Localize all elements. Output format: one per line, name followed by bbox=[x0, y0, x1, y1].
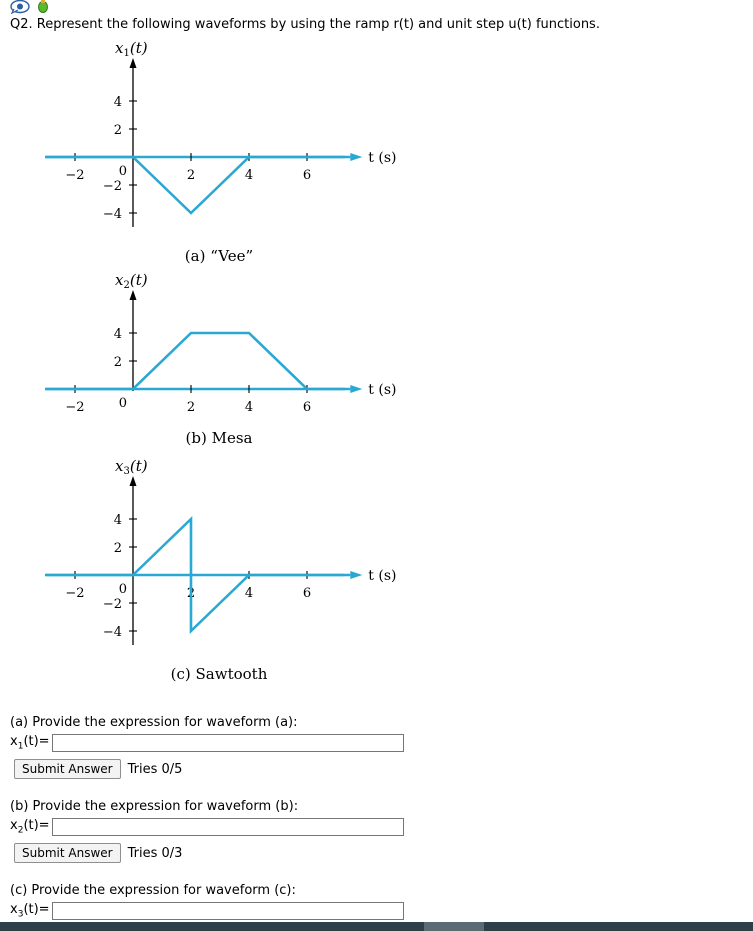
x-tick-label: 6 bbox=[302, 168, 312, 183]
bottom-scrollbar[interactable] bbox=[0, 922, 753, 931]
part-b-label: $x_2(t)=$ bbox=[10, 818, 50, 836]
part-b-prompt: (b) Provide the expression for waveform (b): bbox=[10, 799, 299, 814]
sawtooth-chart bbox=[0, 457, 420, 692]
y-axis-label: $x_3(t)$ bbox=[115, 457, 148, 477]
y-axis-arrow bbox=[130, 476, 137, 486]
y-axis-arrow bbox=[130, 290, 137, 300]
part-a-prompt: (a) Provide the expression for waveform (a): bbox=[10, 715, 298, 730]
t-axis-arrow bbox=[350, 153, 362, 161]
mesa-chart bbox=[0, 271, 420, 456]
chart-caption: (c) Sawtooth bbox=[170, 665, 268, 683]
t-axis-label: t (s) bbox=[368, 568, 397, 584]
help-icon[interactable] bbox=[11, 1, 29, 14]
x-tick-label: 4 bbox=[244, 168, 254, 183]
y-tick-label: 4 bbox=[113, 513, 122, 528]
part-a-tries: Tries 0/5 bbox=[127, 761, 183, 777]
origin-label: 0 bbox=[118, 582, 127, 597]
origin-label: 0 bbox=[118, 396, 127, 411]
part-b bbox=[10, 797, 404, 863]
t-axis-arrow bbox=[350, 571, 362, 579]
y-axis-label: $x_1(t)$ bbox=[115, 39, 148, 59]
part-a-label: $x_1(t)=$ bbox=[10, 734, 50, 752]
part-c-prompt: (c) Provide the expression for waveform (c): bbox=[10, 883, 296, 898]
origin-label: 0 bbox=[118, 164, 127, 179]
x-tick-label: −2 bbox=[65, 168, 85, 183]
y-axis-label: $x_2(t)$ bbox=[115, 271, 148, 291]
y-tick-label: −2 bbox=[102, 597, 122, 612]
y-tick-label: −2 bbox=[102, 179, 122, 194]
x-tick-label: −2 bbox=[65, 400, 85, 415]
part-c-label: $x_3(t)=$ bbox=[10, 902, 50, 920]
scrollbar-thumb[interactable] bbox=[424, 922, 484, 931]
y-axis-arrow bbox=[130, 58, 137, 68]
x-tick-label: 2 bbox=[186, 400, 196, 415]
x2-waveform bbox=[46, 333, 345, 389]
part-b-answer-input[interactable] bbox=[52, 818, 404, 836]
part-b-submit-button[interactable]: Submit Answer bbox=[14, 843, 121, 863]
t-axis-arrow bbox=[350, 385, 362, 393]
y-tick-label: 4 bbox=[113, 95, 122, 110]
hint-bulb-icon[interactable] bbox=[39, 0, 48, 13]
part-c-answer-input[interactable] bbox=[52, 902, 404, 920]
plot-mesa bbox=[0, 271, 420, 456]
question-text: Q2. Represent the following waveforms by using the ramp r(t) and unit step u(t) functions. bbox=[10, 17, 600, 32]
chart-caption: (b) Mesa bbox=[185, 429, 253, 447]
x-tick-label: 2 bbox=[186, 586, 196, 601]
part-b-tries: Tries 0/3 bbox=[127, 845, 183, 861]
part-a-answer-input[interactable] bbox=[52, 734, 404, 752]
y-tick-label: 2 bbox=[113, 355, 122, 370]
plot-vee bbox=[0, 39, 420, 274]
part-a bbox=[10, 713, 404, 779]
vee-chart bbox=[0, 39, 420, 274]
t-axis-label: t (s) bbox=[368, 150, 397, 166]
x-tick-label: 2 bbox=[186, 168, 196, 183]
y-tick-label: −4 bbox=[102, 625, 122, 640]
x-tick-label: 4 bbox=[244, 586, 254, 601]
y-tick-label: 4 bbox=[113, 327, 122, 342]
x-tick-label: 4 bbox=[244, 400, 254, 415]
plot-sawtooth bbox=[0, 457, 420, 692]
toolbar-icons bbox=[10, 0, 52, 14]
x-tick-label: −2 bbox=[65, 586, 85, 601]
x-tick-label: 6 bbox=[302, 400, 312, 415]
y-tick-label: −4 bbox=[102, 207, 122, 222]
part-a-submit-button[interactable]: Submit Answer bbox=[14, 759, 121, 779]
y-tick-label: 2 bbox=[113, 541, 122, 556]
t-axis-label: t (s) bbox=[368, 382, 397, 398]
x-tick-label: 6 bbox=[302, 586, 312, 601]
x1-waveform bbox=[46, 157, 345, 213]
part-c bbox=[10, 881, 404, 921]
chart-caption: (a) “Vee” bbox=[184, 247, 254, 265]
y-tick-label: 2 bbox=[113, 123, 122, 138]
